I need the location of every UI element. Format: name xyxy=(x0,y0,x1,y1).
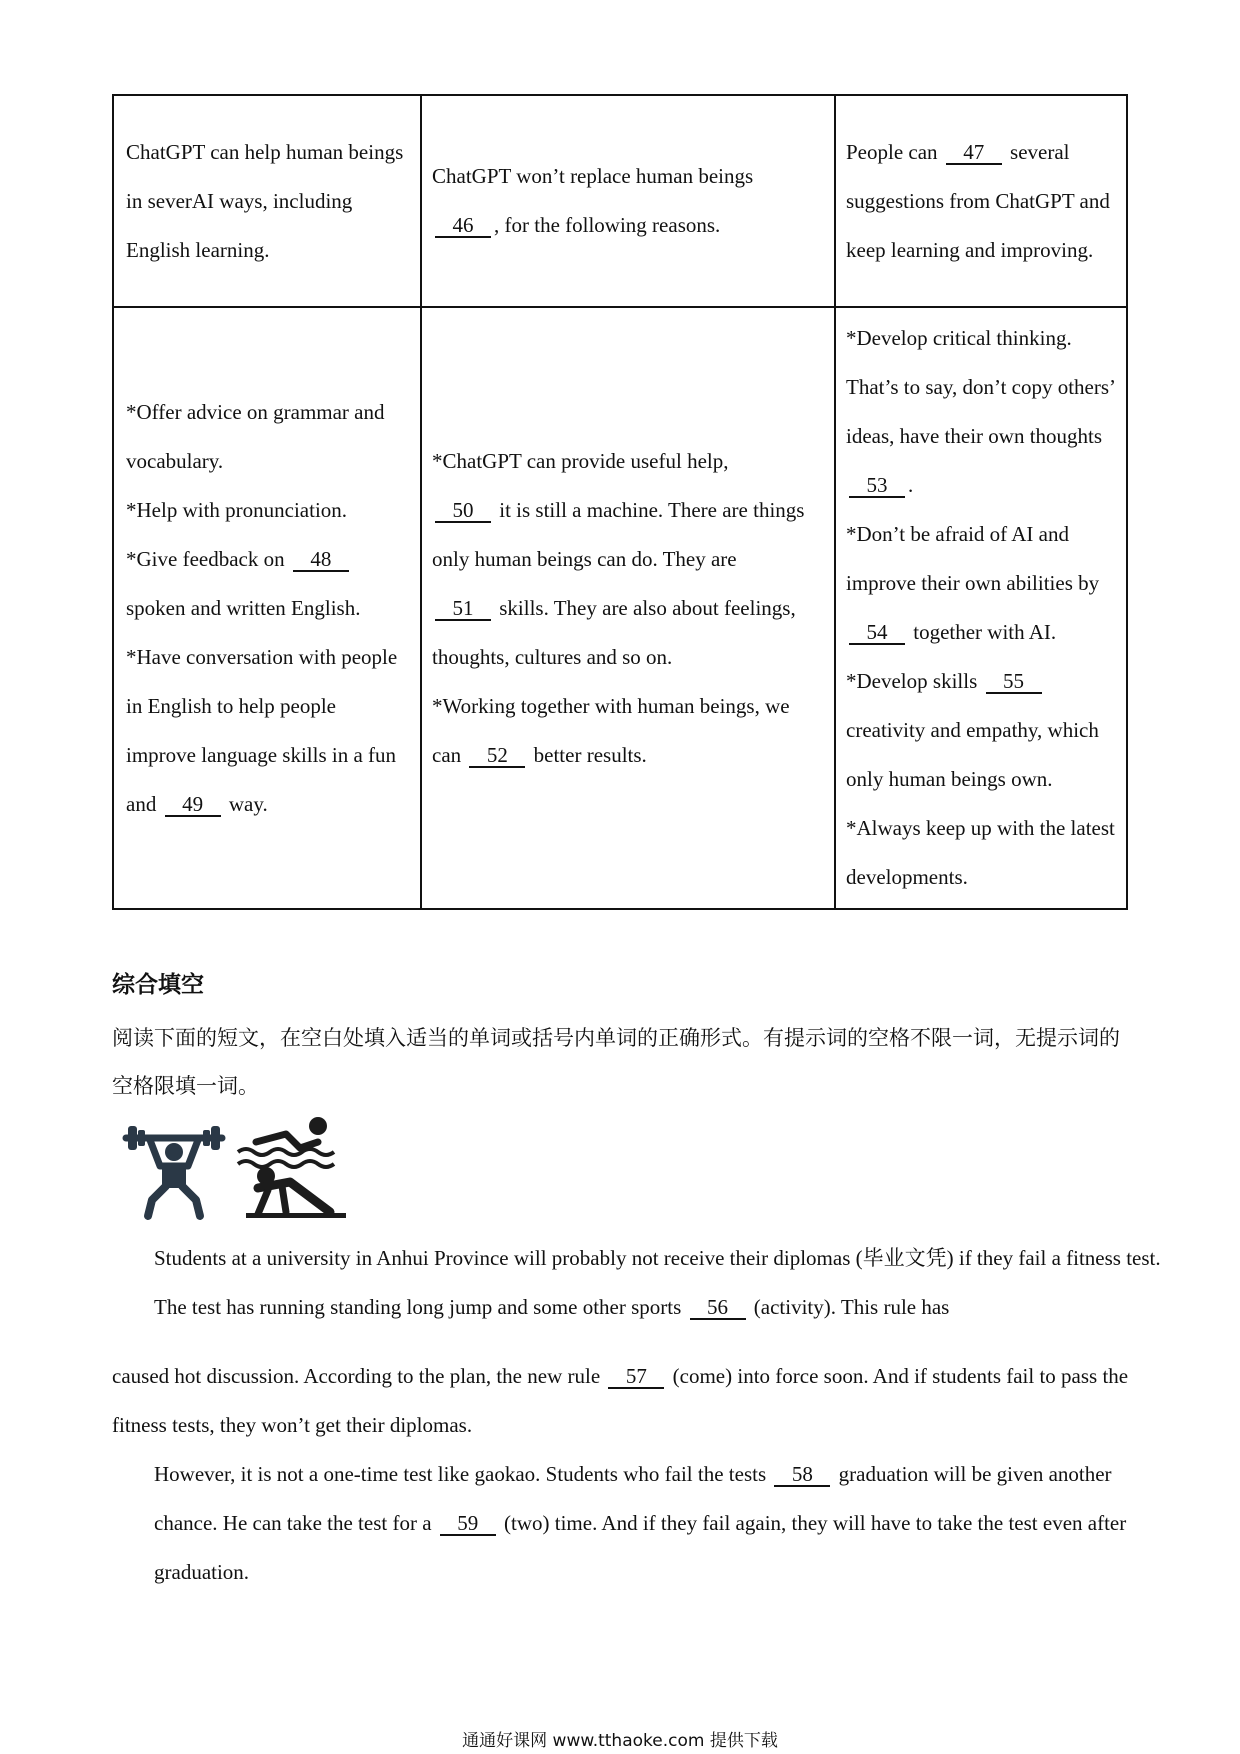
table-cell xyxy=(114,306,420,910)
cell-text-part: way. xyxy=(228,791,268,816)
answer-blank: 48 xyxy=(293,548,349,572)
passage-paragraph xyxy=(112,1450,1174,1597)
cell-text-part: , for the following reasons. xyxy=(494,213,721,237)
answer-blank: 54 xyxy=(849,621,905,645)
table-cell xyxy=(834,96,1128,306)
answer-blank: 46 xyxy=(435,214,491,238)
answer-blank: 50 xyxy=(435,499,491,523)
passage-text: (activity). This rule has xyxy=(753,1295,950,1319)
answer-blank: 53 xyxy=(849,474,905,498)
cell-text-part: *Help with pronunciation. xyxy=(126,497,348,522)
swimming-icon xyxy=(238,1117,334,1167)
passage-text: However, it is not a one-time test like gaokao. Students who fail the tests xyxy=(154,1462,767,1486)
answer-blank: 58 xyxy=(774,1463,830,1487)
cell-text-part: *Don’t be afraid of AI and improve their own abilities by xyxy=(846,522,1100,595)
cell-text-part: together with AI. xyxy=(913,620,1057,644)
answer-blank: 49 xyxy=(165,793,221,817)
cell-text-part: *Offer advice on grammar and vocabulary. xyxy=(126,399,385,473)
weightlifting-icon xyxy=(126,1126,222,1216)
table-cell xyxy=(114,96,420,306)
answer-blank: 47 xyxy=(946,141,1002,165)
table-cell xyxy=(420,306,834,910)
cell-text: ChatGPT can help human beings in severAI ways, including English learning. xyxy=(126,139,404,262)
answer-blank: 52 xyxy=(469,744,525,768)
cell-text-part: *ChatGPT can provide useful help, xyxy=(432,448,729,473)
passage-paragraph xyxy=(112,1352,1132,1450)
section-instructions: 阅读下面的短文，在空白处填入适当的单词或括号内单词的正确形式。有提示词的空格不限一词，无提示词的空格限填一词。 xyxy=(112,1026,1120,1098)
cell-text-part: . xyxy=(908,473,914,497)
cell-text-part: *Working together with human beings, we can xyxy=(432,693,790,767)
cell-text-part: ChatGPT won’t replace human beings xyxy=(432,164,754,188)
answer-blank: 59 xyxy=(440,1512,496,1536)
answer-blank: 55 xyxy=(986,670,1042,694)
passage-text: caused hot discussion. According to the plan, the new rule xyxy=(112,1364,601,1388)
passage-text: graduation will be given another chance. He can take the test for a xyxy=(154,1462,1112,1535)
cell-text-part: creativity and empathy, which only human beings own. xyxy=(846,718,1099,791)
answer-blank: 51 xyxy=(435,597,491,621)
cell-text-part: People can xyxy=(846,139,938,164)
cell-text-part: several suggestions from ChatGPT and keep learning and improving. xyxy=(846,139,1110,262)
cell-text xyxy=(846,314,1116,902)
cell-text xyxy=(846,128,1116,275)
page-footer: 通通好课网 www.tthaoke.com 提供下载 xyxy=(462,1731,778,1751)
summary-table xyxy=(112,94,1128,910)
passage-text: Students at a university in Anhui Province will probably not receive their diplomas (毕业文凭) if they fail a fitness test. The test has running standing long jump and some other sports xyxy=(154,1246,1161,1319)
table-cell xyxy=(834,306,1128,910)
answer-blank: 56 xyxy=(690,1296,746,1320)
cell-text-part: *Develop critical thinking. That’s to say, don’t copy others’ ideas, have their own thoughts xyxy=(846,326,1115,448)
passage-text: (two) time. And if they fail again, they will have to take the test even after graduation. xyxy=(154,1511,1127,1584)
answer-blank: 57 xyxy=(608,1365,664,1389)
cell-text xyxy=(432,437,822,780)
section-title: 综合填空 xyxy=(112,972,204,998)
passage-paragraph xyxy=(112,1234,1174,1332)
cell-text xyxy=(126,388,408,829)
cell-text-part: *Have conversation with people in English to help people improve language skills in a fun and xyxy=(126,644,398,816)
cell-text-part: *Give feedback on xyxy=(126,546,285,571)
cell-text-part: better results. xyxy=(533,742,647,767)
cell-text-part: it is still a machine. There are things only human beings can do. They are xyxy=(432,497,805,571)
passage-text: (come) into force soon. And if students fail to pass the fitness tests, they won’t get their diplomas. xyxy=(112,1364,1129,1437)
table-cell xyxy=(420,96,834,306)
cell-text-part: skills. They are also about feelings, thoughts, cultures and so on. xyxy=(432,595,796,669)
cell-text-part: *Always keep up with the latest developments. xyxy=(846,816,1115,889)
sports-icons xyxy=(118,1112,358,1229)
cell-text xyxy=(432,152,822,250)
sports-illustration xyxy=(118,1112,358,1224)
cell-text-part: spoken and written English. xyxy=(126,595,361,620)
push-up-icon xyxy=(246,1167,346,1218)
cell-text-part: *Develop skills xyxy=(846,669,978,693)
